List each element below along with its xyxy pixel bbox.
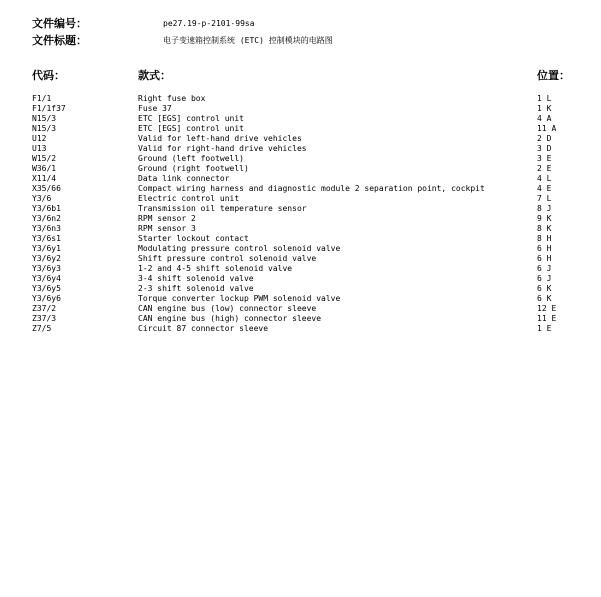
row-description: Torque converter lockup PWM solenoid valve <box>138 294 341 303</box>
row-position: 2 E <box>537 164 552 173</box>
row-position: 8 J <box>537 204 552 213</box>
table-row <box>0 124 601 134</box>
table-row <box>0 304 601 314</box>
table-row <box>0 314 601 324</box>
row-position: 2 D <box>537 134 552 143</box>
row-description: Fuse 37 <box>138 104 172 113</box>
row-description: 1-2 and 4-5 shift solenoid valve <box>138 264 293 273</box>
row-description: ETC [EGS] control unit <box>138 114 244 123</box>
row-description: CAN engine bus (low) connector sleeve <box>138 304 317 313</box>
row-code: Z7/5 <box>32 324 52 333</box>
row-position: 4 E <box>537 184 552 193</box>
row-code: N15/3 <box>32 114 57 123</box>
row-code: W15/2 <box>32 154 57 163</box>
column-header-description: 款式： <box>138 69 171 82</box>
table-row <box>0 114 601 124</box>
table-row <box>0 274 601 284</box>
row-code: Y3/6y6 <box>32 294 61 303</box>
file-title-value: 电子变速箱控制系统 (ETC) 控制模块的电路图 <box>163 36 333 45</box>
row-description: CAN engine bus (high) connector sleeve <box>138 314 322 323</box>
table-row <box>0 184 601 194</box>
file-title-row <box>32 34 572 47</box>
row-description: Modulating pressure control solenoid valve <box>138 244 341 253</box>
row-description: Starter lockout contact <box>138 234 249 243</box>
row-position: 6 J <box>537 264 552 273</box>
row-position: 11 A <box>537 124 557 133</box>
table-row <box>0 214 601 224</box>
row-description: RPM sensor 2 <box>138 214 196 223</box>
row-code: X11/4 <box>32 174 57 183</box>
row-position: 3 D <box>537 144 552 153</box>
row-position: 1 E <box>537 324 552 333</box>
legend-table <box>0 94 601 334</box>
row-position: 12 E <box>537 304 557 313</box>
row-code: N15/3 <box>32 124 57 133</box>
table-row <box>0 324 601 334</box>
row-position: 8 K <box>537 224 552 233</box>
table-row <box>0 294 601 304</box>
table-row <box>0 234 601 244</box>
row-code: Y3/6s1 <box>32 234 61 243</box>
row-position: 9 K <box>537 214 552 223</box>
row-description: 3-4 shift solenoid valve <box>138 274 254 283</box>
row-position: 8 H <box>537 234 552 243</box>
table-row <box>0 244 601 254</box>
table-row <box>0 264 601 274</box>
file-number-row <box>32 17 572 30</box>
row-description: ETC [EGS] control unit <box>138 124 244 133</box>
row-description: Data link connector <box>138 174 230 183</box>
row-code: Y3/6y5 <box>32 284 61 293</box>
row-description: Compact wiring harness and diagnostic module 2 separation point, cockpit <box>138 184 485 193</box>
row-code: F1/1 <box>32 94 52 103</box>
table-row <box>0 194 601 204</box>
row-description: Shift pressure control solenoid valve <box>138 254 317 263</box>
row-position: 3 E <box>537 154 552 163</box>
row-code: U12 <box>32 134 47 143</box>
table-row <box>0 144 601 154</box>
table-row <box>0 94 601 104</box>
row-position: 7 L <box>537 194 552 203</box>
row-code: W36/1 <box>32 164 57 173</box>
row-position: 1 L <box>537 94 552 103</box>
row-code: Y3/6y2 <box>32 254 61 263</box>
row-description: Circuit 87 connector sleeve <box>138 324 269 333</box>
row-description: Ground (left footwell) <box>138 154 244 163</box>
row-position: 6 H <box>537 254 552 263</box>
row-position: 6 J <box>537 274 552 283</box>
row-position: 6 K <box>537 294 552 303</box>
table-row <box>0 224 601 234</box>
row-position: 4 L <box>537 174 552 183</box>
row-description: Valid for left-hand drive vehicles <box>138 134 302 143</box>
row-description: Transmission oil temperature sensor <box>138 204 307 213</box>
row-code: Y3/6n3 <box>32 224 61 233</box>
row-code: X35/66 <box>32 184 61 193</box>
table-row <box>0 174 601 184</box>
row-code: Y3/6 <box>32 194 52 203</box>
table-row <box>0 134 601 144</box>
row-code: Y3/6y3 <box>32 264 61 273</box>
row-code: Y3/6b1 <box>32 204 61 213</box>
row-description: Right fuse box <box>138 94 206 103</box>
table-row <box>0 154 601 164</box>
row-description: Electric control unit <box>138 194 240 203</box>
row-code: Y3/6n2 <box>32 214 61 223</box>
row-code: F1/1f37 <box>32 104 66 113</box>
file-title-label: 文件标题： <box>32 34 87 47</box>
row-description: 2-3 shift solenoid valve <box>138 284 254 293</box>
column-header-code: 代码： <box>32 69 65 82</box>
column-header-position: 位置： <box>537 69 570 82</box>
row-position: 4 A <box>537 114 552 123</box>
row-code: U13 <box>32 144 47 153</box>
table-row <box>0 204 601 214</box>
file-number-value: pe27.19-p-2101-99sa <box>163 19 255 28</box>
row-code: Z37/2 <box>32 304 57 313</box>
row-code: Y3/6y1 <box>32 244 61 253</box>
table-row <box>0 254 601 264</box>
row-code: Y3/6y4 <box>32 274 61 283</box>
row-code: Z37/3 <box>32 314 57 323</box>
table-row <box>0 284 601 294</box>
row-description: Ground (right footwell) <box>138 164 249 173</box>
row-position: 6 H <box>537 244 552 253</box>
row-description: Valid for right-hand drive vehicles <box>138 144 307 153</box>
table-row <box>0 164 601 174</box>
table-row <box>0 104 601 114</box>
row-position: 6 K <box>537 284 552 293</box>
row-description: RPM sensor 3 <box>138 224 196 233</box>
row-position: 11 E <box>537 314 557 323</box>
file-number-label: 文件编号： <box>32 17 87 30</box>
row-position: 1 K <box>537 104 552 113</box>
